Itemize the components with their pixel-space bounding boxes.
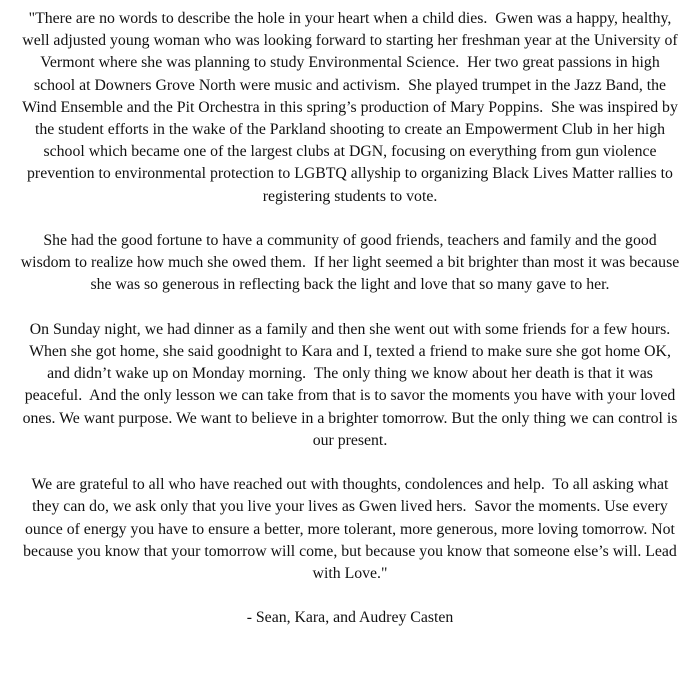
paragraph-2: She had the good fortune to have a community of good friends, teachers and family and the good wisdom to realize how much she owed them. If her light seemed a bit brighter than most it was because she was so generous in reflecting back the light and love that so many gave to her.	[20, 232, 684, 294]
signature: - Sean, Kara, and Audrey Casten	[246, 609, 454, 627]
paragraph-3: On Sunday night, we had dinner as a family and then she went out with some friends for a few hours. When she got home, she said goodnight to Kara and I, texted a friend to make sure she got home OK, and didn’t wake up on Monday morning. The only thing we know about her death is that it was peaceful. And the only lesson we can take from that is to savor the moments you have with your loved ones. We want purpose. We want to believe in a brighter tomorrow. But the only thing we can control is our present.	[22, 320, 682, 449]
paragraph-4: We are grateful to all who have reached out with thoughts, condolences and help. To all asking what they can do, we ask only that you live your lives as Gwen lived hers. Savor the moments. Use every ounce of energy you have to ensure a better, more tolerant, more generous, more loving tomorrow. Not because you know that your tomorrow will come, but because you know that someone else’s will. Lead with Love."	[23, 476, 681, 583]
paragraph-1: "There are no words to describe the hole in your heart when a child dies. Gwen was a happy, healthy, well adjusted young woman who was looking forward to starting her freshman year at the University of Vermont where she was planning to study Environmental Science. Her two great passions in high school at Downers Grove North were music and activism. She played trumpet in the Jazz Band, the Wind Ensemble and the Pit Orchestra in this spring’s production of Mary Poppins. She was inspired by the student efforts in the wake of the Parkland shooting to create an Empowerment Club in her high school which became one of the largest clubs at DGN, focusing on everything from gun violence prevention to environmental protection to LGBTQ allyship to organizing Black Lives Matter rallies to registering students to vote.	[22, 10, 686, 205]
statement-document	[18, 8, 686, 630]
